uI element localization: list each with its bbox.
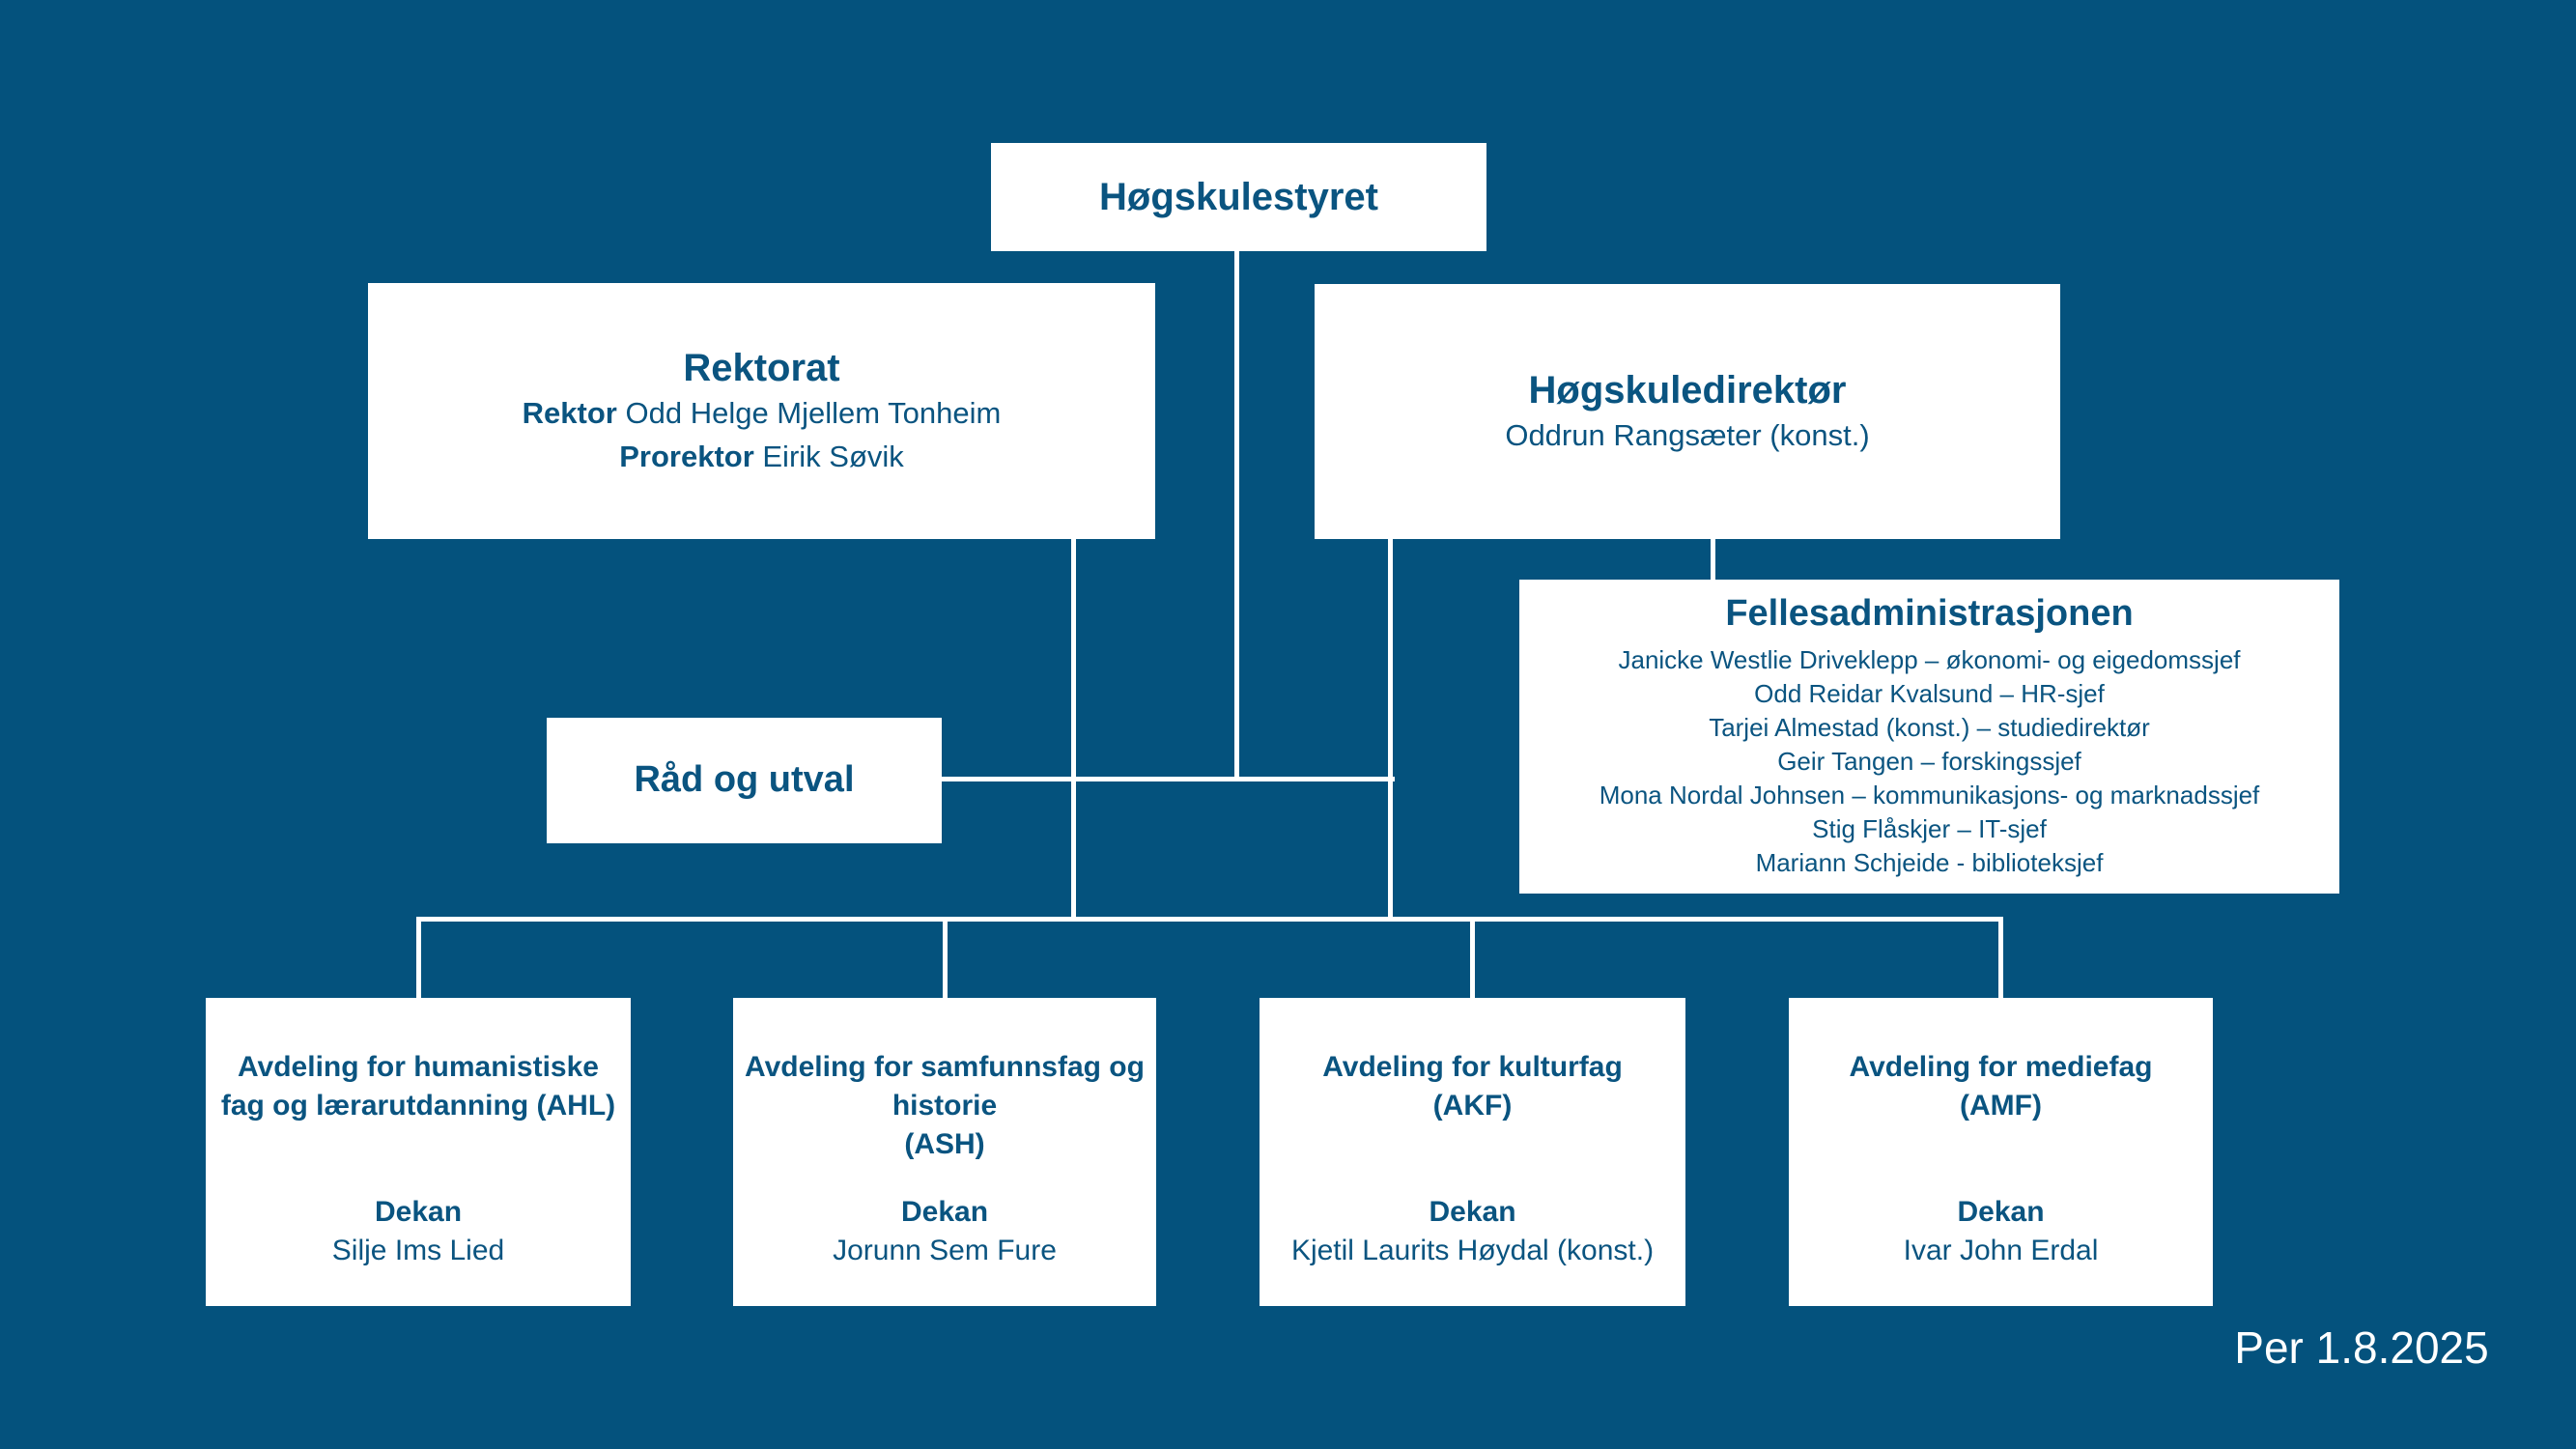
connector-direktor-drop	[1388, 537, 1393, 922]
dept-akf-role: Dekan	[1429, 1196, 1516, 1228]
dept-title-line: Avdeling for kulturfag	[1322, 1051, 1623, 1083]
dept-title-line: Avdeling for mediefag	[1849, 1051, 2153, 1083]
node-hogskuledirektor	[1315, 284, 2060, 539]
dept-title-line: Avdeling for samfunnsfag og	[745, 1051, 1145, 1083]
fellesadmin-member: Janicke Westlie Driveklepp – økonomi- og eigedomssjef	[1618, 644, 2241, 674]
node-rektorat-rektor-line	[523, 392, 1002, 435]
node-fellesadministrasjonen	[1519, 580, 2339, 894]
dept-akf-title	[1322, 1048, 1623, 1193]
node-hogskuledirektor-name: Oddrun Rangsæter (konst.)	[1505, 417, 1870, 452]
connector-fellesadmin-drop	[1711, 537, 1715, 583]
node-rad-og-utval-title: Råd og utval	[634, 759, 855, 801]
rektor-name: Odd Helge Mjellem Tonheim	[616, 396, 1002, 431]
dept-title-line: (ASH)	[904, 1128, 985, 1160]
fellesadmin-member: Tarjei Almestad (konst.) – studiedirektør	[1709, 712, 2150, 742]
dept-akf-dekan-name: Kjetil Laurits Høydal (konst.)	[1290, 1235, 1655, 1266]
prorektor-name: Eirik Søvik	[753, 439, 904, 473]
connector-rad-horizontal	[942, 777, 1395, 781]
dept-ash-role: Dekan	[900, 1196, 989, 1228]
dept-ahl-dekan-name: Silje Ims Lied	[331, 1235, 505, 1266]
dept-ahl-role: Dekan	[374, 1196, 463, 1228]
dept-amf-role: Dekan	[1957, 1196, 2045, 1228]
node-hogskuledirektor-title: Høgskuledirektør	[1528, 368, 1847, 412]
node-rektorat-title: Rektorat	[683, 347, 840, 390]
connector-dept-ash-drop	[943, 920, 948, 1000]
fellesadmin-member: Mona Nordal Johnsen – kommunikasjons- og marknadssjef	[1599, 780, 2260, 810]
dept-title-line: (AMF)	[1960, 1090, 2042, 1122]
fellesadmin-member: Stig Flåskjer – IT-sjef	[1812, 813, 2047, 843]
node-hogskulestyret	[991, 143, 1486, 251]
node-dept-akf	[1260, 998, 1685, 1306]
fellesadmin-member: Mariann Schjeide - biblioteksjef	[1755, 847, 2104, 877]
dept-ahl-title	[221, 1048, 615, 1193]
node-hogskulestyret-title: Høgskulestyret	[1099, 176, 1378, 218]
dept-amf-dekan-name: Ivar John Erdal	[1903, 1235, 2099, 1266]
dept-amf-title	[1850, 1048, 2153, 1193]
dept-title-line: (AKF)	[1432, 1090, 1513, 1122]
node-dept-amf	[1789, 998, 2213, 1306]
dept-title-line: fag og lærarutdanning (AHL)	[220, 1090, 616, 1122]
dept-title-line: Avdeling for humanistiske	[238, 1051, 599, 1083]
dept-ash-dekan-name: Jorunn Sem Fure	[833, 1235, 1057, 1266]
rektor-label: Rektor	[522, 396, 617, 431]
connector-dept-amf-drop	[1998, 920, 2003, 1000]
connector-dept-akf-drop	[1470, 920, 1475, 1000]
connector-departments-distributor	[416, 917, 2003, 922]
connector-rektorat-drop	[1071, 537, 1076, 922]
prorektor-label: Prorektor	[619, 439, 754, 473]
fellesadmin-member: Geir Tangen – forskingssjef	[1777, 746, 2081, 776]
dept-title-line: historie	[892, 1090, 998, 1122]
node-dept-ahl	[206, 998, 631, 1306]
node-rektorat-prorektor-line	[619, 436, 904, 478]
node-dept-ash	[733, 998, 1156, 1306]
node-fellesadministrasjonen-title: Fellesadministrasjonen	[1725, 593, 2134, 634]
connector-board-drop	[1234, 249, 1239, 781]
connector-dept-ahl-drop	[416, 920, 421, 1000]
node-rad-og-utval	[547, 718, 942, 843]
dept-ash-title	[745, 1048, 1145, 1193]
node-rektorat	[368, 283, 1155, 539]
as-of-date-label: Per 1.8.2025	[2234, 1322, 2489, 1373]
fellesadmin-member: Odd Reidar Kvalsund – HR-sjef	[1754, 678, 2105, 708]
